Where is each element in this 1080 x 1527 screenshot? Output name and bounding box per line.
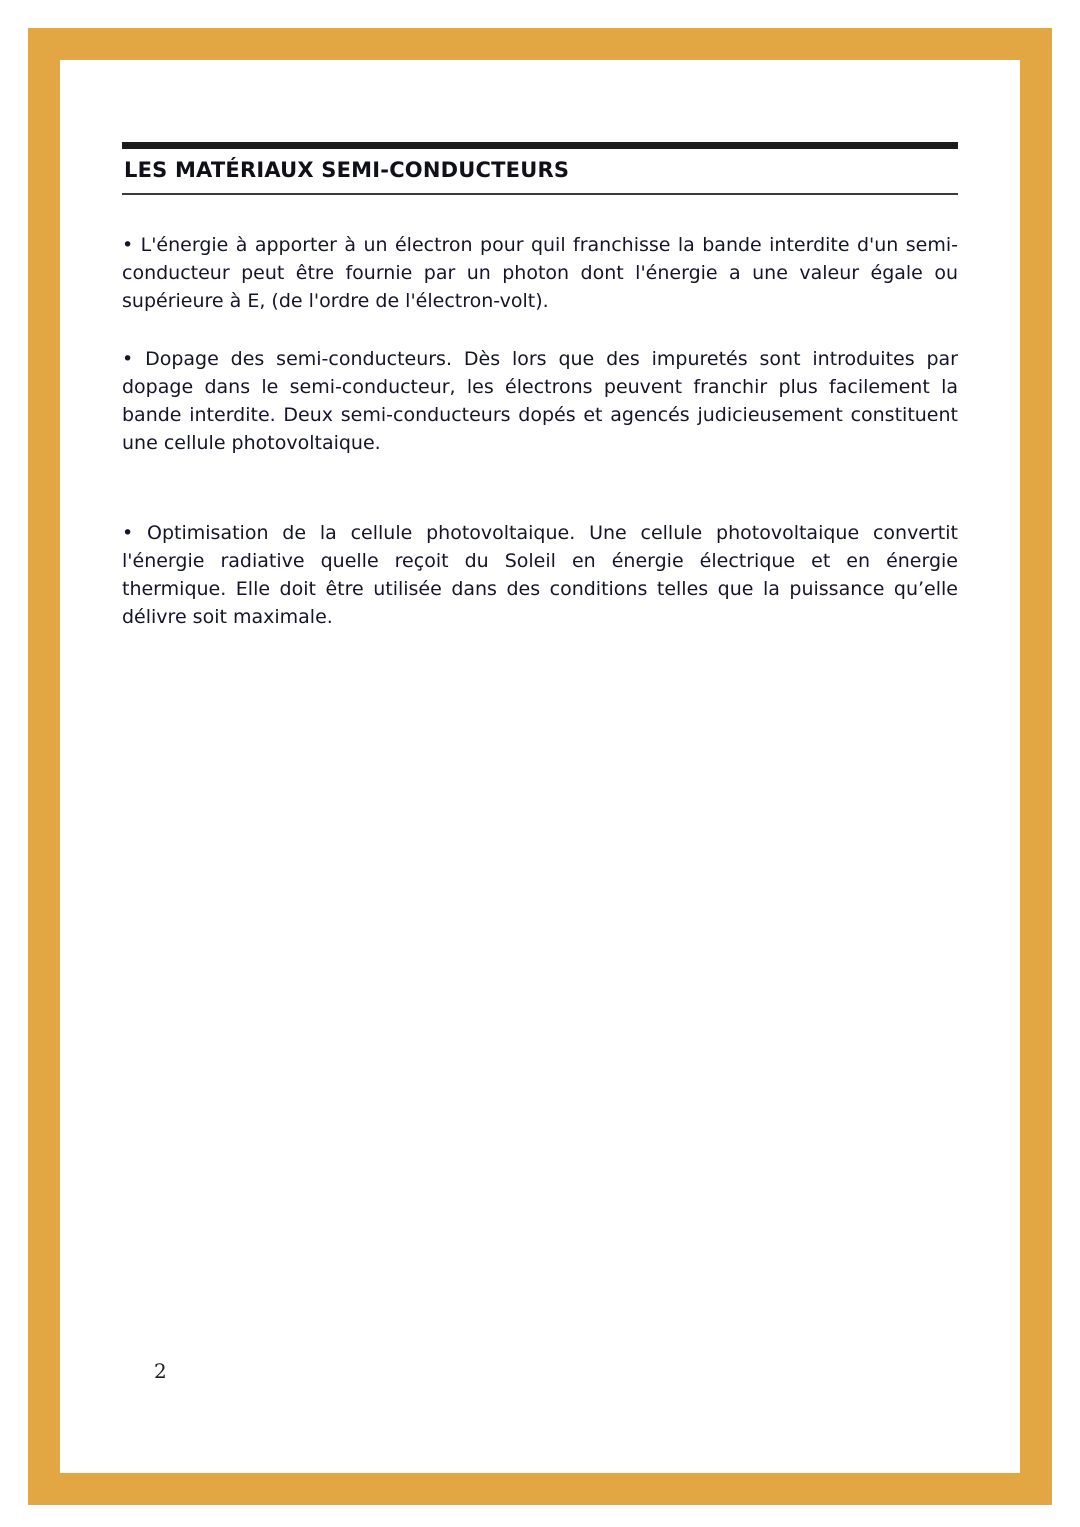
page-border-frame xyxy=(28,28,1052,1505)
document-page xyxy=(60,60,1020,1473)
bullet-paragraph-doping: • Dopage des semi-conducteurs. Dès lors que des impuretés sont introduites par dopage dans le semi-conducteur, les électrons peuvent franchir plus facilement la bande interdite. Deux semi-conducteurs dopés et agencés judicieusement constituent une cellule photovoltaique. xyxy=(122,348,958,454)
bullet-paragraph-energy-gap: • L'énergie à apporter à un électron pour quil franchisse la bande interdite d'un semi-conducteur peut être fournie par un photon dont l'énergie a une valeur égale ou supérieure à E, (de l'ordre de l'électron-volt). xyxy=(122,234,958,312)
section-heading: LES MATÉRIAUX SEMI-CONDUCTEURS xyxy=(124,158,570,182)
page-content xyxy=(60,60,1020,1473)
bullet-paragraph-optimisation: • Optimisation de la cellule photovoltaique. Une cellule photovoltaique convertit l'énergie radiative quelle reçoit du Soleil en énergie électrique et en énergie thermique. Elle doit être utilisée dans des conditions telles que la puissance qu’elle délivre soit maximale. xyxy=(122,522,958,628)
section-heading-block xyxy=(122,142,958,195)
page-number: 2 xyxy=(154,1359,167,1383)
